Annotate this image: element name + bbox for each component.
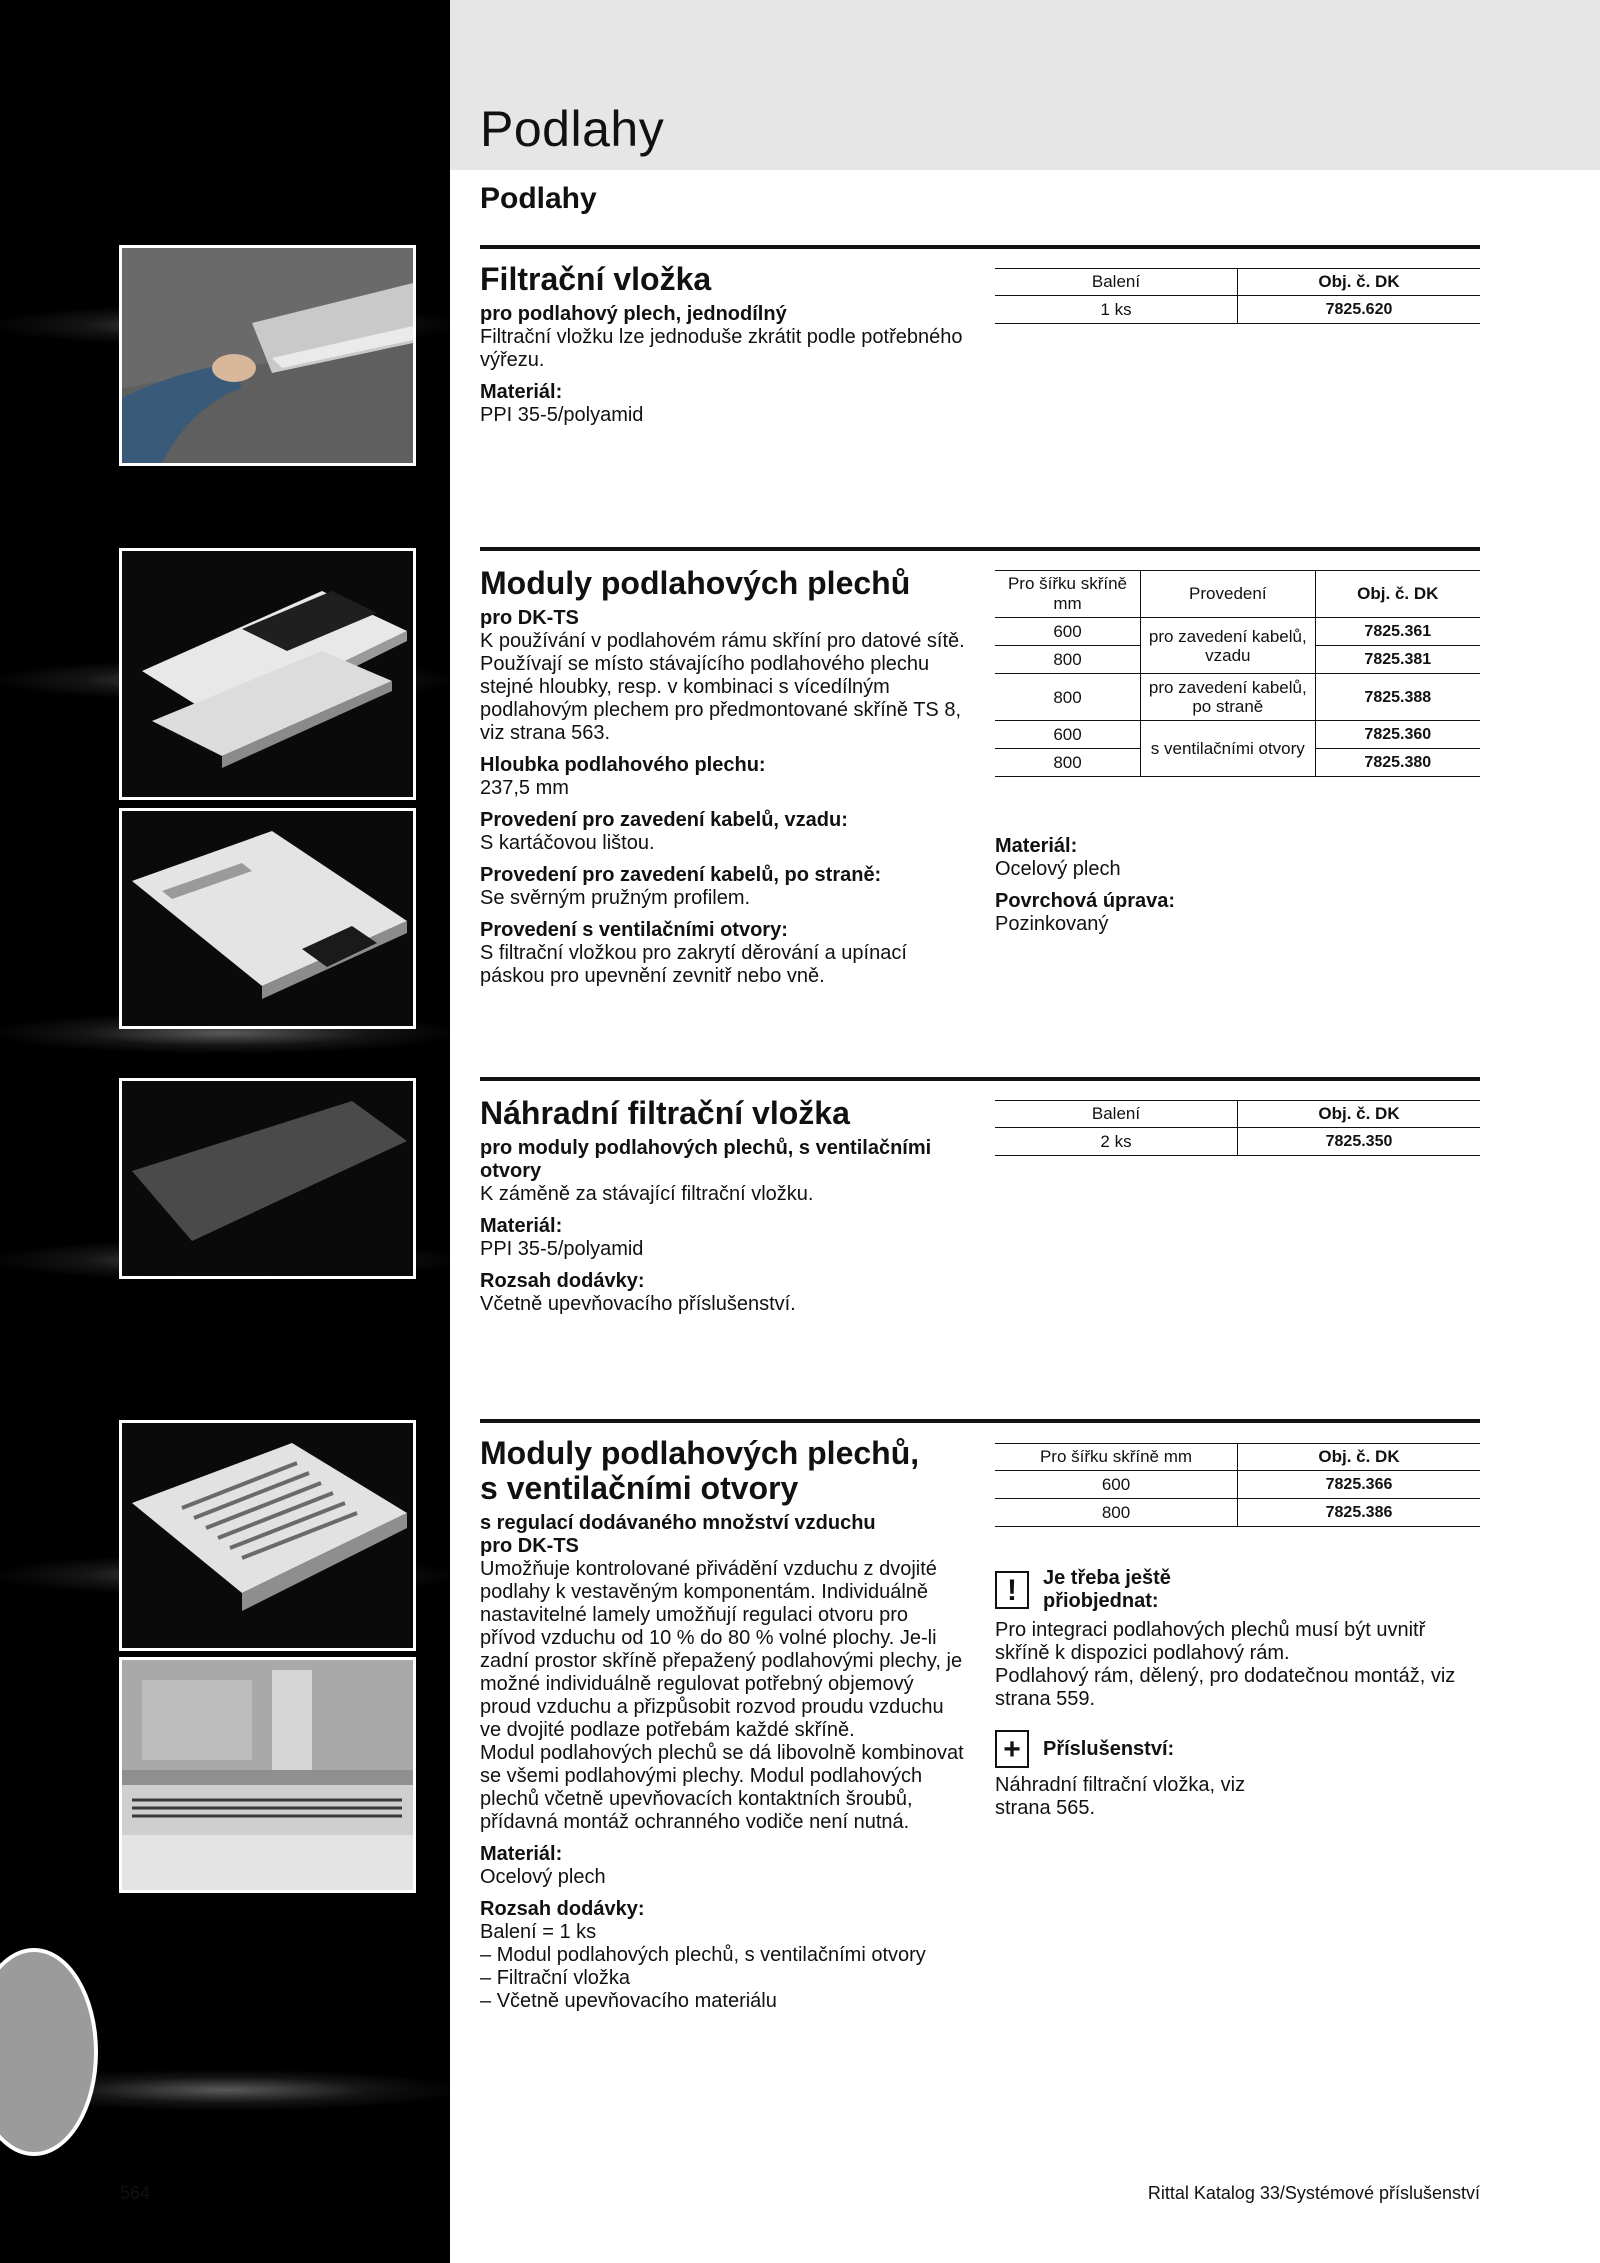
footer-text: Rittal Katalog 33/Systémové příslušenství bbox=[1147, 2183, 1480, 2203]
order-note-text: Podlahový rám, dělený, pro dodatečnou montáž, viz strana 559. bbox=[995, 1665, 1456, 1710]
product-floor-modules bbox=[480, 566, 965, 997]
section-rule bbox=[480, 547, 1480, 551]
exclamation-icon: ! bbox=[995, 1571, 1029, 1609]
table-row bbox=[995, 618, 1480, 646]
order-number: 7825.350 bbox=[1238, 1128, 1481, 1156]
product-subtitle: pro DK-TS bbox=[480, 1535, 579, 1557]
depth-value: 237,5 mm bbox=[480, 777, 569, 799]
order-number: 7825.380 bbox=[1315, 749, 1480, 777]
table-cell: 2 ks bbox=[995, 1128, 1238, 1156]
list-item: – Včetně upevňovacího materiálu bbox=[480, 1990, 965, 2013]
section-rule bbox=[480, 1077, 1480, 1081]
product-subtitle: pro podlahový plech, jednodílný bbox=[480, 303, 787, 325]
product-photo-vent-module bbox=[119, 1420, 416, 1651]
rear-entry-label: Provedení pro zavedení kabelů, vzadu: bbox=[480, 809, 848, 831]
table-header: Pro šířku skříně mm bbox=[995, 571, 1141, 618]
accessories-note bbox=[995, 1730, 1480, 1820]
order-table-vent-modules bbox=[995, 1443, 1480, 1527]
product-description: K používání v podlahovém rámu skříní pro datové sítě. Používají se místo stávajícího podlahového plechu stejné hloubky, resp. v kombinaci s vícedílným podlahovým plechem pro předmontované skříně TS 8, viz strana 563. bbox=[480, 630, 965, 744]
table-cell: 800 bbox=[995, 646, 1141, 674]
side-tab-marker bbox=[0, 1948, 98, 2156]
order-number: 7825.366 bbox=[1238, 1471, 1481, 1499]
table-cell: 600 bbox=[995, 618, 1141, 646]
material-block bbox=[995, 835, 1480, 945]
product-photo-vent-module-installed bbox=[119, 1657, 416, 1893]
order-note-title: Je třeba ještě přiobjednat: bbox=[1043, 1567, 1171, 1612]
order-number: 7825.381 bbox=[1315, 646, 1480, 674]
product-title: Filtrační vložka bbox=[480, 261, 712, 297]
table-row bbox=[995, 674, 1480, 721]
product-description: Modul podlahových plechů se dá libovolně kombinovat se všemi podlahovými plechy. Modul podlahových plechů včetně upevňovacích kontaktních šroubů, přídavná montáž ochranného vodiče není nutná. bbox=[480, 1742, 964, 1833]
vent-label: Provedení s ventilačními otvory: bbox=[480, 919, 788, 941]
section-subtitle: Podlahy bbox=[480, 182, 597, 215]
product-replacement-filter bbox=[480, 1096, 965, 1325]
product-photo-floor-module-brush bbox=[119, 548, 416, 800]
side-entry-value: Se svěrným pružným profilem. bbox=[480, 887, 751, 909]
order-note-text: Pro integraci podlahových plechů musí být uvnitř skříně k dispozici podlahový rám. bbox=[995, 1619, 1426, 1664]
scope-label: Rozsah dodávky: bbox=[480, 1898, 645, 1920]
material-value: PPI 35-5/polyamid bbox=[480, 404, 644, 426]
table-header: Obj. č. DK bbox=[1238, 1101, 1481, 1128]
rear-entry-value: S kartáčovou lištou. bbox=[480, 832, 655, 854]
vent-value: S filtrační vložkou pro zakrytí děrování a upínací páskou pro upevnění zevnitř nebo vně. bbox=[480, 942, 907, 987]
product-subtitle: pro moduly podlahových plechů, s ventilačními otvory bbox=[480, 1137, 932, 1182]
product-subtitle: pro DK-TS bbox=[480, 607, 579, 629]
product-title-line-2: s ventilačními otvory bbox=[480, 1470, 799, 1506]
product-filter-mat bbox=[480, 262, 965, 436]
accessories-title: Příslušenství: bbox=[1043, 1737, 1175, 1760]
product-description: Filtrační vložku lze jednoduše zkrátit podle potřebného výřezu. bbox=[480, 326, 963, 371]
product-photo-replacement-filter bbox=[119, 1078, 416, 1279]
table-cell: pro zavedení kabelů, po straně bbox=[1141, 674, 1316, 721]
table-cell: pro zavedení kabelů, vzadu bbox=[1141, 618, 1316, 674]
table-row bbox=[995, 721, 1480, 749]
product-description: K záměně za stávající filtrační vložku. bbox=[480, 1183, 814, 1205]
table-header: Balení bbox=[995, 269, 1238, 296]
table-header: Balení bbox=[995, 1101, 1238, 1128]
finish-label: Povrchová úprava: bbox=[995, 890, 1176, 912]
material-label: Materiál: bbox=[995, 835, 1078, 857]
table-cell: 600 bbox=[995, 721, 1141, 749]
depth-label: Hloubka podlahového plechu: bbox=[480, 754, 766, 776]
scope-intro: Balení = 1 ks bbox=[480, 1921, 597, 1943]
product-vent-modules bbox=[480, 1436, 965, 2013]
order-table-filter-mat bbox=[995, 268, 1480, 324]
product-title-line-1: Moduly podlahových plechů, bbox=[480, 1435, 920, 1471]
list-item: – Filtrační vložka bbox=[480, 1967, 965, 1990]
table-row bbox=[995, 1499, 1480, 1527]
page-title: Podlahy bbox=[480, 101, 665, 157]
side-entry-label: Provedení pro zavedení kabelů, po straně: bbox=[480, 864, 882, 886]
section-rule bbox=[480, 245, 1480, 249]
product-title: Náhradní filtrační vložka bbox=[480, 1095, 850, 1131]
table-cell: 800 bbox=[995, 749, 1141, 777]
product-photo-filter-mat bbox=[119, 245, 416, 466]
table-cell: 800 bbox=[995, 1499, 1238, 1527]
product-title: Moduly podlahových plechů bbox=[480, 565, 911, 601]
table-cell: 600 bbox=[995, 1471, 1238, 1499]
product-photo-floor-module-side bbox=[119, 808, 416, 1029]
page-number: 564 bbox=[120, 2183, 151, 2203]
table-row bbox=[995, 1471, 1480, 1499]
table-header: Provedení bbox=[1141, 571, 1316, 618]
order-table-floor-modules bbox=[995, 570, 1480, 777]
section-rule bbox=[480, 1419, 1480, 1423]
order-number: 7825.620 bbox=[1238, 296, 1481, 324]
finish-value: Pozinkovaný bbox=[995, 913, 1109, 935]
table-header: Obj. č. DK bbox=[1238, 269, 1481, 296]
table-row bbox=[995, 1128, 1480, 1156]
order-number: 7825.361 bbox=[1315, 618, 1480, 646]
order-table-replacement-filter bbox=[995, 1100, 1480, 1156]
order-note bbox=[995, 1567, 1480, 1711]
material-label: Materiál: bbox=[480, 1843, 563, 1865]
product-description: Umožňuje kontrolované přivádění vzduchu z dvojité podlahy k vestavěným komponentám. Individuálně nastavitelné lamely umožňují regulaci otvoru pro přívod vzduchu od 10 % do 80 % volné plochy. Je-li zadní prostor skříně přepažený podlahovými plechy, je možné individuálně regulovat potřebný objemový proud vzduchu a přizpůsobit rozvod proudu vzduchu ve dvojité podlaze potřebám každé skříně. bbox=[480, 1558, 963, 1741]
product-subtitle: s regulací dodávaného množství vzduchu bbox=[480, 1512, 876, 1534]
scope-value: Včetně upevňovacího příslušenství. bbox=[480, 1293, 796, 1315]
accessories-text: Náhradní filtrační vložka, viz strana 565. bbox=[995, 1774, 1246, 1819]
table-row bbox=[995, 296, 1480, 324]
material-label: Materiál: bbox=[480, 1215, 563, 1237]
scope-list bbox=[480, 1944, 965, 2013]
order-number: 7825.388 bbox=[1315, 674, 1480, 721]
order-number: 7825.360 bbox=[1315, 721, 1480, 749]
material-value: Ocelový plech bbox=[480, 1866, 606, 1888]
plus-icon: + bbox=[995, 1730, 1029, 1768]
table-header: Obj. č. DK bbox=[1238, 1444, 1481, 1471]
scope-label: Rozsah dodávky: bbox=[480, 1270, 645, 1292]
material-value: Ocelový plech bbox=[995, 858, 1121, 880]
table-cell: 1 ks bbox=[995, 296, 1238, 324]
table-cell: 800 bbox=[995, 674, 1141, 721]
list-item: – Modul podlahových plechů, s ventilačními otvory bbox=[480, 1944, 965, 1967]
material-value: PPI 35-5/polyamid bbox=[480, 1238, 644, 1260]
table-cell: s ventilačními otvory bbox=[1141, 721, 1316, 777]
order-number: 7825.386 bbox=[1238, 1499, 1481, 1527]
table-header: Obj. č. DK bbox=[1315, 571, 1480, 618]
material-label: Materiál: bbox=[480, 381, 563, 403]
table-header: Pro šířku skříně mm bbox=[995, 1444, 1238, 1471]
